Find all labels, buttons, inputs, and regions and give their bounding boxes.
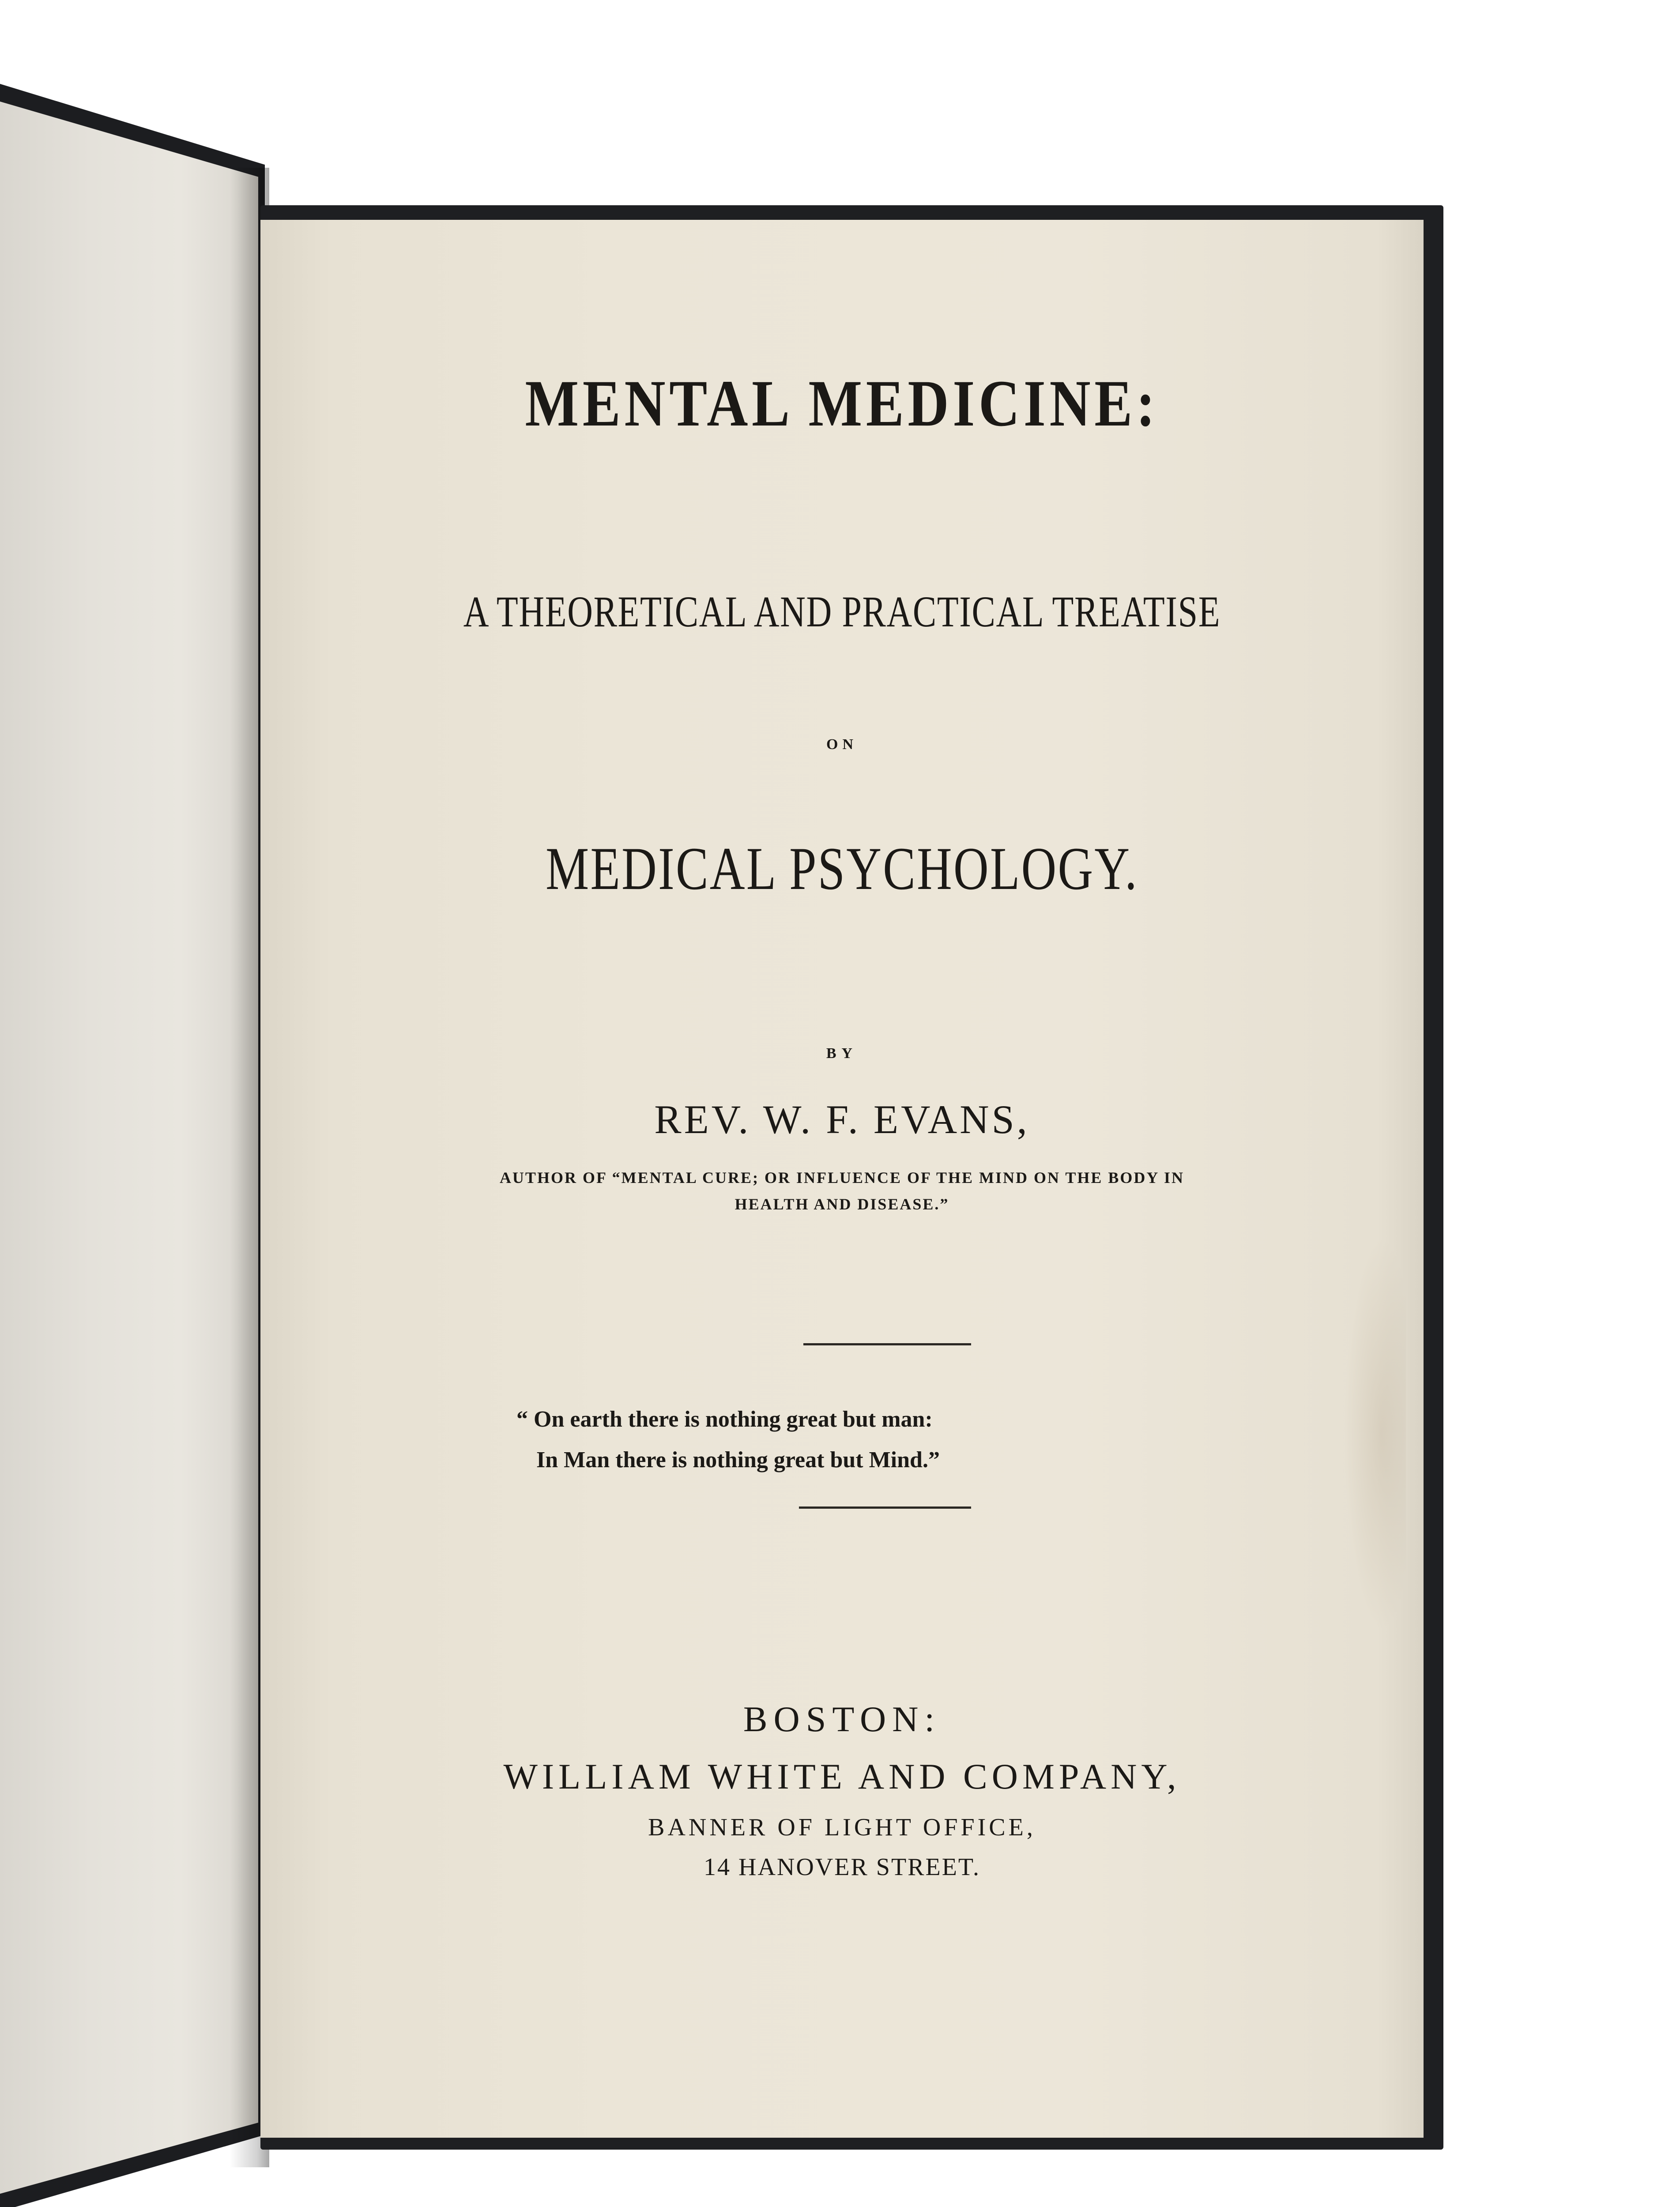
front-endpaper: [0, 102, 258, 2194]
topic-title: MEDICAL PSYCHOLOGY.: [546, 835, 1138, 902]
epigraph: [260, 1399, 1424, 1480]
divider-rule-bottom: [799, 1506, 971, 1509]
author-credit-line-2: HEALTH AND DISEASE.”: [735, 1195, 949, 1213]
by-word: BY: [826, 1045, 858, 1062]
imprint-place: BOSTON:: [743, 1699, 941, 1739]
author-credit: [260, 1164, 1424, 1217]
subtitle: A THEORETICAL AND PRACTICAL TREATISE: [463, 587, 1221, 636]
on-word: ON: [826, 736, 858, 753]
author-credit-line-1: AUTHOR OF “MENTAL CURE; OR INFLUENCE OF THE MIND ON THE BODY IN: [499, 1169, 1185, 1186]
divider-rule-top: [803, 1343, 971, 1345]
main-title: MENTAL MEDICINE:: [525, 367, 1159, 440]
imprint-office: BANNER OF LIGHT OFFICE,: [648, 1814, 1036, 1841]
epigraph-line-1: “ On earth there is nothing great but man:: [516, 1407, 933, 1432]
imprint-address: 14 HANOVER STREET.: [704, 1853, 980, 1881]
imprint-publisher: WILLIAM WHITE AND COMPANY,: [503, 1756, 1181, 1796]
title-page: [260, 220, 1424, 2138]
epigraph-line-2: In Man there is nothing great but Mind.”: [536, 1447, 940, 1473]
author-name: REV. W. F. EVANS,: [654, 1097, 1030, 1142]
